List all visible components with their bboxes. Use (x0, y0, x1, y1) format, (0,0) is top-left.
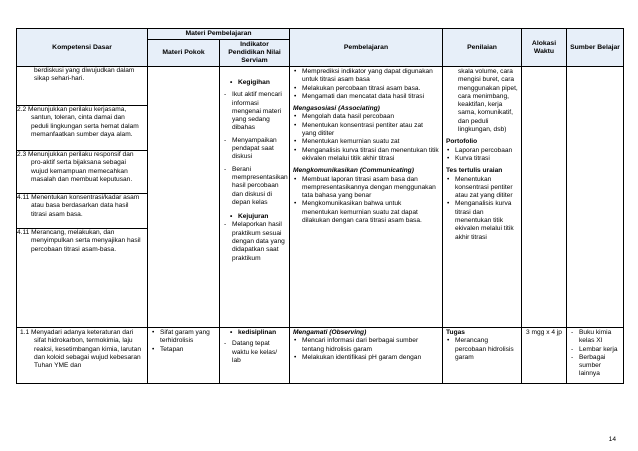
indikator-title: • Kegigihan (238, 79, 286, 87)
penilaian-text: skala volume, cara mengisi buret, cara menggunakan pipet, cara menimbang, keaktifan, kerja sama, komunikatif, dan peduli lingkungan, dsb) (458, 68, 518, 134)
sumber-item: - Buku kimia kelas XI (579, 329, 620, 346)
pembelajaran-item: • Memprediksi indikator yang dapat digunakan untuk titrasi asam basa (302, 68, 439, 85)
penilaian-item: • Menganalisis kurva titrasi dan menentukan titik ekivalen melalui titik akhir titrasi (455, 200, 518, 241)
header-materi-pembelajaran: Materi Pembelajaran (148, 29, 290, 40)
kd-text: 4.11 Merancang, melakukan, dan menyimpulkan serta menyajikan hasil percobaan titrasi asam-basa. (17, 228, 147, 254)
indikator-cell (220, 328, 290, 384)
header-indikator: Indikator Pendidikan Nilai Serviam (220, 40, 290, 67)
indikator-item: - Melaporkan hasil praktikum sesuai dengan data yang didapatkan saat praktikum (232, 221, 286, 262)
kd-text: berdiskusi yang diwujudkan dalam sikap sehari-hari. (34, 67, 135, 83)
pembelajaran-item: • Melakukan percobaan titrasi asam basa. (302, 85, 439, 93)
indikator-item: - Menyampaikan pendapat saat diskusi (232, 137, 286, 162)
indikator-item: - Ikut aktif mencari informasi mengenai materi yang sedang dibahas (232, 91, 286, 132)
alokasi-value: 3 mgg x 4 jp (522, 328, 567, 384)
penilaian-cell (443, 328, 522, 384)
sumber-cell (567, 328, 624, 384)
materi-pokok-cell (148, 67, 220, 328)
header-sumber-belajar: Sumber Belajar (567, 29, 624, 67)
pembelajaran-item: • Mengkomunikasikan bahwa untuk menentukan kemurnian suatu zat dapat dilakukan dengan cara titrasi asam basa. (302, 200, 439, 225)
pembelajaran-cell (290, 67, 443, 328)
pembelajaran-item: • Menentukan kemurnian suatu zat (302, 138, 439, 146)
curriculum-table (16, 28, 624, 384)
indikator-item: - Datang tepat waktu ke kelas/ lab (232, 340, 286, 365)
portofolio-title: Portofolio (446, 138, 478, 146)
materi-item: • Tetapan (160, 346, 216, 354)
penilaian-item: • Menentukan konsentrasi pentiter atau zat yang dititer (455, 176, 518, 201)
pembelajaran-cell (290, 328, 443, 384)
materi-item: • Sifat garam yang terhidrolisis (160, 329, 216, 346)
materi-pokok-cell (148, 328, 220, 384)
header-pembelajaran: Pembelajaran (290, 29, 443, 67)
sumber-item: - Lembar kerja (579, 346, 620, 354)
alokasi-cell (522, 67, 567, 328)
pembelajaran-item: • Melakukan identifikasi pH garam dengan (302, 354, 439, 362)
kd-text: 2.2 Menunjukkan perilaku kerjasama, santun, toleran, cinta damai dan peduli lingkungan serta hemat dalam memanfaatkan sumber daya alam. (17, 105, 147, 150)
mengamati-title: Mengamati (Observing) (293, 329, 367, 336)
pembelajaran-item: • Mengamati dan mencatat data hasil titrasi (302, 93, 439, 101)
tugas-title: Tugas (446, 329, 465, 336)
penilaian-item: • Laporan percobaan (455, 147, 518, 155)
pembelajaran-item: • Membuat laporan titrasi asam basa dan mempresentasikannya dengan menggunakan tata bahasa yang benar (302, 176, 439, 201)
indikator-title: • Kejujuran (238, 213, 286, 221)
pembelajaran-item: • Mencari informasi dari berbagai sumber tentang hidrolisis garam (302, 337, 439, 354)
tes-title: Tes tertulis uraian (446, 167, 503, 175)
header-alokasi-waktu: Alokasi Waktu (522, 29, 567, 67)
kd-text: 4.11 Menentukan konsentrasi/kadar asam atau basa berdasarkan data hasil titrasi asam basa. (17, 193, 147, 228)
header-materi-pokok: Materi Pokok (148, 40, 220, 67)
asosiasi-title: Mengasosiasi (Associating) (293, 105, 380, 113)
kd-text: 2.3 Menunjukkan perilaku responsif dan pro-aktif serta bijaksana sebagai wujud kemampuan memecahkan masalah dan membuat keputusan. (17, 150, 147, 193)
indikator-cell (220, 67, 290, 328)
indikator-item: - Berani mempresentasikan hasil percobaan dan diskusi di depan kelas (232, 166, 286, 207)
kd-cell (17, 67, 148, 328)
header-kompetensi-dasar: Kompetensi Dasar (17, 29, 148, 67)
komunikasi-title: Mengkomunikasikan (Communicating) (293, 167, 414, 175)
penilaian-cell (443, 67, 522, 328)
page-number: 14 (608, 436, 616, 443)
pembelajaran-item: • Mengolah data hasil percobaan (302, 113, 439, 121)
sumber-cell (567, 67, 624, 328)
sumber-item: - Berbagai sumber lainnya (579, 354, 620, 379)
kd-text: 1.1 Menyadari adanya keteraturan dari sifat hidrokarbon, termokimia, laju reaksi, kesetimbangan kimia, larutan dan koloid sebagai wujud kebesaran Tuhan YME dan (17, 328, 148, 384)
pembelajaran-item: • Menentukan konsentrasi pentiter atau zat yang dititer (302, 122, 439, 139)
pembelajaran-item: • Menganalisis kurva titrasi dan menentukan titik ekivalen melalui titik akhir titrasi (302, 147, 439, 164)
penilaian-item: • Merancang percobaan hidrolisis garam (455, 337, 518, 362)
header-penilaian: Penilaian (443, 29, 522, 67)
indikator-title: • kedisiplinan (238, 329, 286, 337)
penilaian-item: • Kurva titrasi (455, 155, 518, 163)
